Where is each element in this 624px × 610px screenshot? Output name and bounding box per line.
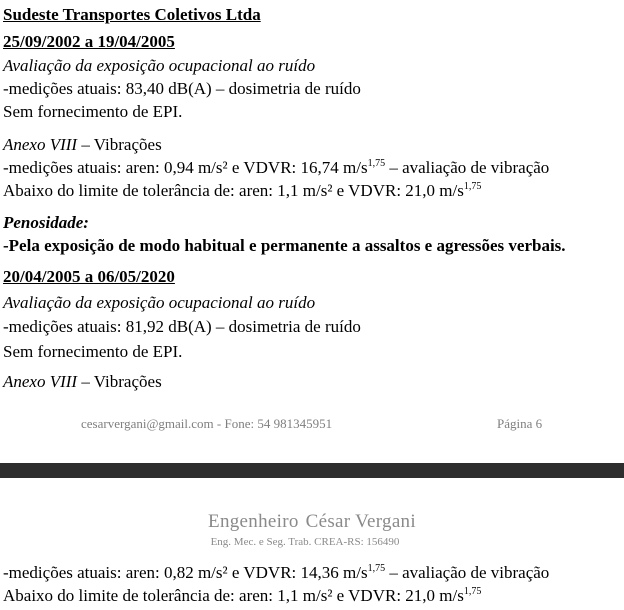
header-word-1: Engenheiro [208, 511, 299, 532]
vibration-measurement-text: -medições atuais: aren: 0,82 m/s² e VDVR: 14,36 m/s [3, 563, 368, 582]
company-name: Sudeste Transportes Coletivos Ltda [3, 5, 261, 24]
epi-statement: Sem fornecimento de EPI. [3, 102, 183, 121]
vibration-exponent: 1,75 [367, 158, 386, 169]
page-footer [0, 413, 624, 435]
period-heading-2: 20/04/2005 a 06/05/2020 [3, 267, 175, 286]
penosidade-title: Penosidade: [3, 213, 89, 232]
vibration-measurement-suffix: – avaliação de vibração [385, 563, 550, 582]
period-heading-1: 25/09/2002 a 19/04/2005 [3, 32, 175, 51]
noise-measurement: -medições atuais: 81,92 dB(A) – dosimetria de ruído [3, 317, 361, 336]
page-number: Página 6 [497, 416, 543, 431]
engineer-header-title [0, 510, 624, 534]
vibration-measurement-suffix: – avaliação de vibração [385, 158, 550, 177]
vibration-limit-exponent: 1,75 [463, 181, 482, 192]
engineer-header-subtitle: Eng. Mec. e Seg. Trab. CREA-RS: 156490 [210, 536, 400, 548]
page-separator [0, 463, 624, 478]
vibration-limit-exponent: 1,75 [463, 586, 482, 597]
vibration-limit [3, 585, 481, 610]
vibration-measurement [3, 157, 549, 182]
annex-heading [3, 134, 162, 156]
annex-subject: – Vibrações [77, 135, 162, 154]
noise-measurement: -medições atuais: 83,40 dB(A) – dosimetria de ruído [3, 79, 361, 98]
vibration-limit-text: Abaixo do limite de tolerância de: aren: 1,1 m/s² e VDVR: 21,0 m/s [3, 181, 464, 200]
annex-subject: – Vibrações [77, 372, 162, 391]
penosidade-text: -Pela exposição de modo habitual e permanente a assaltos e agressões verbais. [3, 236, 566, 255]
vibration-exponent: 1,75 [367, 563, 386, 574]
footer-contact: cesarvergani@gmail.com - Fone: 54 981345951 [81, 416, 333, 431]
vibration-limit [3, 180, 481, 205]
vibration-measurement [3, 562, 549, 587]
header-word-2: César Vergani [305, 511, 416, 532]
annex-label: Anexo VIII [3, 372, 78, 391]
annex-label: Anexo VIII [3, 135, 78, 154]
annex-heading [3, 371, 162, 393]
vibration-measurement-text: -medições atuais: aren: 0,94 m/s² e VDVR: 16,74 m/s [3, 158, 368, 177]
vibration-limit-text: Abaixo do limite de tolerância de: aren: 1,1 m/s² e VDVR: 21,0 m/s [3, 586, 464, 605]
noise-evaluation-title: Avaliação da exposição ocupacional ao ruído [3, 56, 316, 75]
noise-evaluation-title: Avaliação da exposição ocupacional ao ruído [3, 293, 316, 312]
epi-statement: Sem fornecimento de EPI. [3, 342, 183, 361]
